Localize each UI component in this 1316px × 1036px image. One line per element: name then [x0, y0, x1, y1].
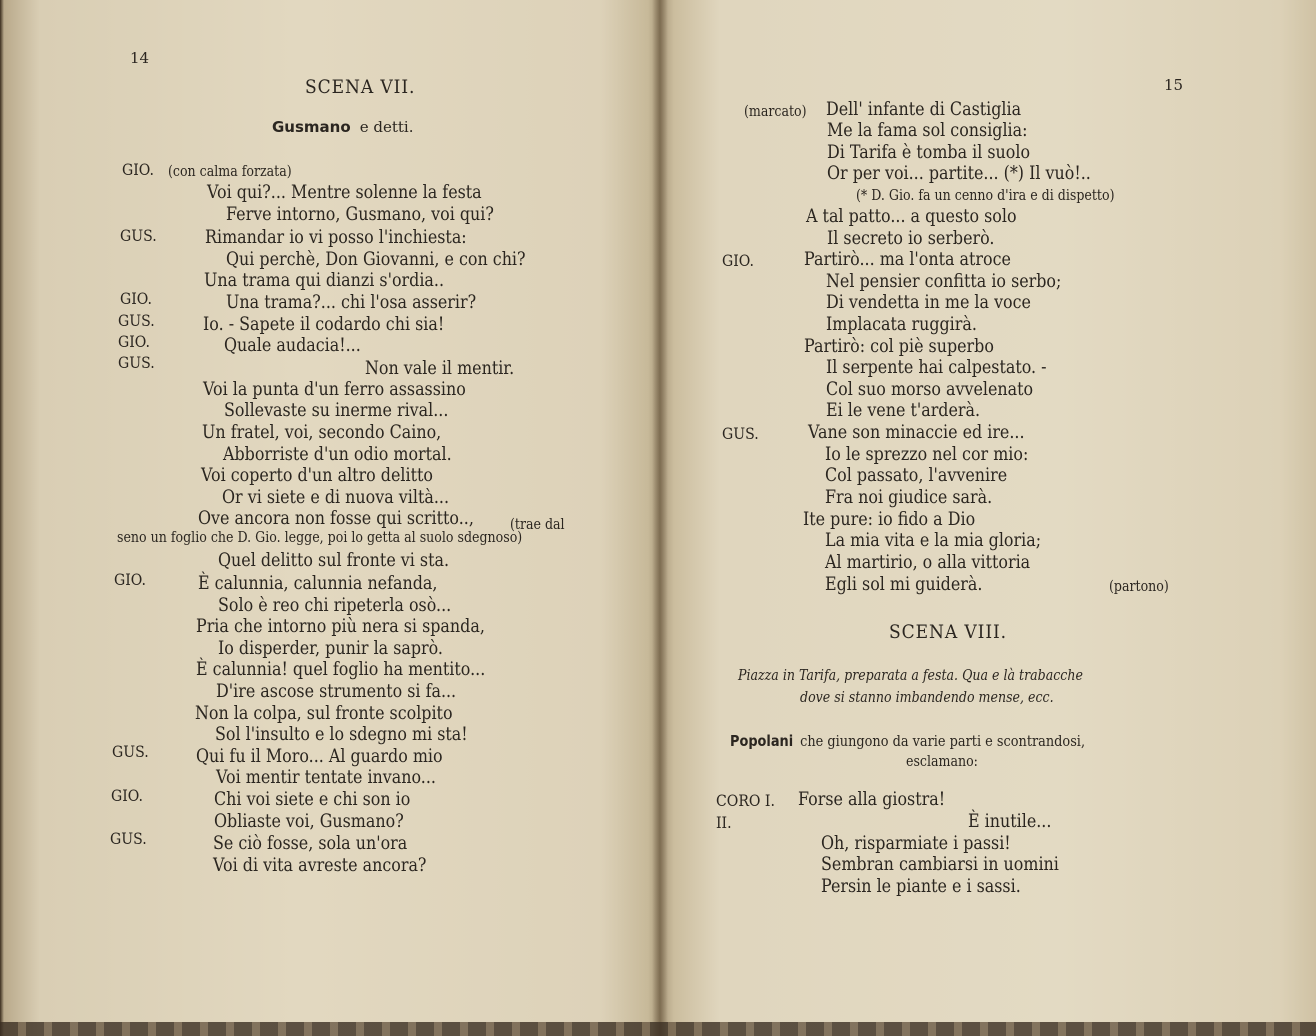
- book-gutter: [652, 0, 668, 1036]
- speaker: GIO.: [122, 160, 155, 179]
- stage-direction: (marcato): [744, 102, 807, 120]
- stage-direction: (trae dal: [510, 515, 565, 533]
- verse-line: Quel delitto sul fronte vi sta.: [218, 550, 450, 571]
- stage-direction: (partono): [1109, 577, 1169, 595]
- verse-line: Sembran cambiarsi in uomini: [821, 854, 1059, 875]
- verse-line: Di Tarifa è tomba il suolo: [827, 142, 1031, 163]
- verse-line: Or vi siete e di nuova viltà...: [222, 487, 449, 508]
- verse-line: Voi di vita avreste ancora?: [213, 855, 427, 876]
- character-list: [730, 731, 1085, 750]
- verse-line: Io le sprezzo nel cor mio:: [825, 444, 1029, 465]
- verse-line: Nel pensier confitta io serbo;: [826, 271, 1062, 292]
- verse-line: Voi coperto d'un altro delitto: [201, 465, 433, 486]
- verse-line: Di vendetta in me la voce: [826, 292, 1031, 313]
- verse-line: Se ciò fosse, sola un'ora: [213, 833, 408, 854]
- right-page: [660, 0, 1316, 1036]
- character-name: Popolani: [730, 732, 794, 750]
- verse-line: Forse alla giostra!: [798, 789, 946, 810]
- verse-line: È calunnia, calunnia nefanda,: [198, 573, 438, 594]
- verse-line: Ove ancora non fosse qui scritto..,: [198, 508, 474, 529]
- setting-description: dove si stanno imbandendo mense, ecc.: [800, 688, 1054, 706]
- scene-title: SCENA VII.: [305, 76, 416, 98]
- verse-line: Qui perchè, Don Giovanni, e con chi?: [226, 249, 526, 270]
- verse-line: Me la fama sol consiglia:: [827, 120, 1028, 141]
- verse-line: Persin le piante e i sassi.: [821, 876, 1021, 897]
- page-edge: [0, 1022, 1316, 1036]
- verse-line: Col suo morso avvelenato: [826, 379, 1034, 400]
- character-rest: e detti.: [359, 118, 414, 136]
- verse-line: Sol l'insulto e lo sdegno mi sta!: [215, 724, 468, 745]
- verse-line: Implacata ruggirà.: [826, 314, 977, 335]
- verse-line: Egli sol mi guiderà.: [825, 574, 983, 595]
- verse-line: Or per voi... partite... (*) Il vuò!..: [827, 163, 1091, 184]
- verse-line: Chi voi siete e chi son io: [214, 789, 411, 810]
- stage-direction: (con calma forzata): [168, 162, 292, 180]
- verse-line: Sollevaste su inerme rival...: [224, 400, 449, 421]
- verse-line: Ferve intorno, Gusmano, voi qui?: [226, 204, 494, 225]
- verse-line: Voi qui?... Mentre solenne la festa: [207, 182, 482, 203]
- verse-line: Quale audacia!...: [224, 335, 361, 356]
- verse-line: Non la colpa, sul fronte scolpito: [195, 703, 453, 724]
- speaker: GUS.: [722, 424, 759, 443]
- verse-line: È inutile...: [968, 811, 1052, 832]
- verse-line: Non vale il mentir.: [365, 358, 515, 379]
- verse-line: Partirò... ma l'onta atroce: [804, 249, 1011, 270]
- speaker: GUS.: [112, 742, 149, 761]
- character-rest: esclamano:: [906, 752, 978, 770]
- speaker: CORO I.: [716, 791, 775, 810]
- verse-line: Dell' infante di Castiglia: [826, 99, 1022, 120]
- page-number: 14: [130, 49, 150, 67]
- speaker: GUS.: [118, 311, 155, 330]
- verse-line: Il serpente hai calpestato. -: [826, 357, 1047, 378]
- verse-line: Rimandar io vi posso l'inchiesta:: [205, 227, 467, 248]
- verse-line: Abborriste d'un odio mortal.: [223, 444, 452, 465]
- verse-line: Io disperder, punir la saprò.: [218, 638, 443, 659]
- verse-line: Vane son minaccie ed ire...: [808, 422, 1025, 443]
- verse-line: Pria che intorno più nera si spanda,: [196, 616, 485, 637]
- verse-line: Io. - Sapete il codardo chi sia!: [203, 314, 445, 335]
- verse-line: Fra noi giudice sarà.: [825, 487, 993, 508]
- verse-line: Il secreto io serberò.: [827, 228, 995, 249]
- speaker: GIO.: [118, 332, 151, 351]
- verse-line: Solo è reo chi ripeterla osò...: [218, 595, 452, 616]
- verse-line: Una trama?... chi l'osa asserir?: [226, 292, 477, 313]
- verse-line: È calunnia! quel foglio ha mentito...: [196, 659, 486, 680]
- page-number: 15: [1164, 76, 1184, 94]
- verse-line: Qui fu il Moro... Al guardo mio: [196, 746, 443, 767]
- speaker: GIO.: [111, 786, 144, 805]
- character-name: Gusmano: [272, 118, 351, 136]
- verse-line: La mia vita e la mia gloria;: [825, 530, 1042, 551]
- verse-line: Oh, risparmiate i passi!: [821, 833, 1011, 854]
- verse-line: Voi mentir tentate invano...: [216, 767, 436, 788]
- stage-direction: (* D. Gio. fa un cenno d'ira e di dispetto): [856, 186, 1115, 204]
- speaker: GIO.: [722, 251, 755, 270]
- scene-title: SCENA VIII.: [889, 621, 1007, 643]
- verse-line: Col passato, l'avvenire: [825, 465, 1008, 486]
- speaker: GIO.: [120, 289, 153, 308]
- verse-line: Ei le vene t'arderà.: [826, 400, 981, 421]
- speaker: II.: [716, 813, 732, 832]
- speaker: GUS.: [118, 353, 155, 372]
- verse-line: Una trama qui dianzi s'ordia..: [204, 270, 445, 291]
- verse-line: D'ire ascose strumento si fa...: [216, 681, 457, 702]
- verse-line: Voi la punta d'un ferro assassino: [203, 379, 466, 400]
- character-rest: che giungono da varie parti e scontrandosi,: [800, 732, 1086, 750]
- verse-line: Un fratel, voi, secondo Caino,: [202, 422, 442, 443]
- verse-line: Obliaste voi, Gusmano?: [214, 811, 404, 832]
- verse-line: A tal patto... a questo solo: [806, 206, 1017, 227]
- character-list: [272, 117, 414, 136]
- verse-line: Al martirio, o alla vittoria: [825, 552, 1031, 573]
- speaker: GUS.: [120, 226, 157, 245]
- speaker: GIO.: [114, 570, 147, 589]
- speaker: GUS.: [110, 829, 147, 848]
- verse-line: Partirò: col piè superbo: [804, 336, 994, 357]
- stage-direction: seno un foglio che D. Gio. legge, poi lo getta al suolo sdegnoso): [117, 528, 523, 546]
- setting-description: Piazza in Tarifa, preparata a festa. Qua e là trabacche: [738, 666, 1083, 684]
- verse-line: Ite pure: io fido a Dio: [803, 509, 976, 530]
